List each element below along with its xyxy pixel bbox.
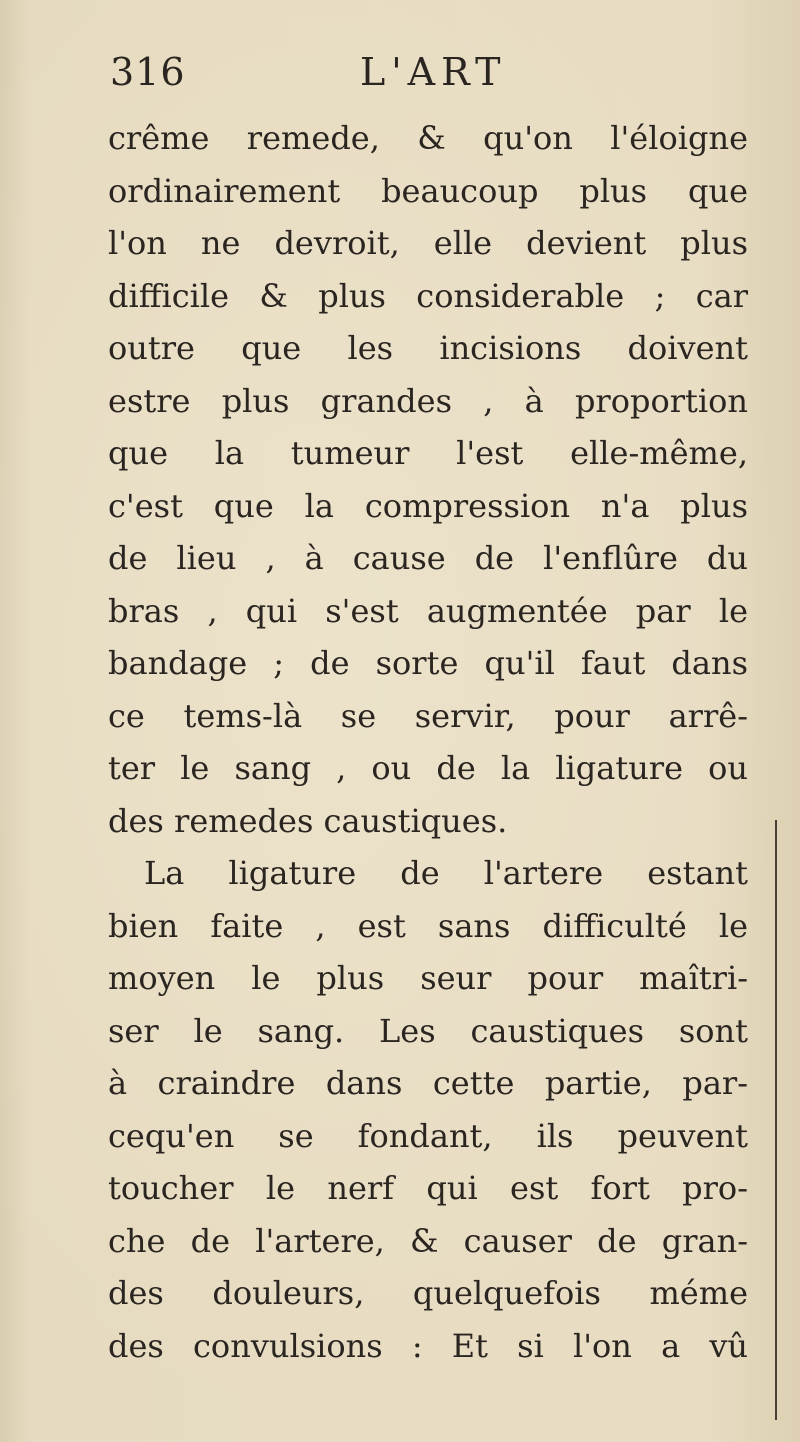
- body-text: [108, 112, 748, 1372]
- page-edge-shadow: [775, 820, 777, 1420]
- text-line: toucher le nerf qui est fort pro-: [108, 1169, 748, 1207]
- running-head: L'ART: [360, 50, 507, 94]
- text-line: crême remede, & qu'on l'éloigne: [108, 119, 748, 157]
- text-line: che de l'artere, & causer de gran-: [108, 1221, 748, 1260]
- text-line: bandage ; de sorte qu'il faut dans: [108, 644, 748, 682]
- text-line: ter le sang , ou de la ligature ou: [108, 749, 748, 787]
- text-line: de lieu , à cause de l'enflûre du: [108, 539, 748, 577]
- page-header: [110, 50, 750, 110]
- text-line: ordinairement beaucoup plus que: [108, 171, 748, 210]
- text-line: que la tumeur l'est elle-même,: [108, 434, 748, 472]
- page-number: 316: [110, 50, 186, 94]
- text-line: outre que les incisions doivent: [108, 329, 748, 367]
- text-line: cequ'en se fondant, ils peuvent: [108, 1116, 748, 1155]
- text-line: l'on ne devroit, elle devient plus: [108, 224, 748, 262]
- text-line: moyen le plus seur pour maîtri-: [108, 959, 748, 997]
- text-line: des convulsions : Et si l'on a vû: [108, 1326, 748, 1365]
- text-line: difficile & plus considerable ; car: [108, 276, 748, 315]
- text-line: ce tems-là se servir, pour arrê-: [108, 696, 748, 735]
- text-line: estre plus grandes , à proportion: [108, 381, 748, 420]
- text-line: c'est que la compression n'a plus: [108, 486, 748, 525]
- text-line: à craindre dans cette partie, par-: [108, 1064, 748, 1102]
- text-line-paragraph-start: La ligature de l'artere estant: [144, 854, 748, 892]
- text-line: ser le sang. Les caustiques sont: [108, 1011, 748, 1050]
- text-line-paragraph-end: des remedes caustiques.: [108, 801, 508, 840]
- text-line: des douleurs, quelquefois méme: [108, 1274, 748, 1312]
- text-line: bras , qui s'est augmentée par le: [108, 591, 748, 630]
- text-line: bien faite , est sans difficulté le: [108, 906, 748, 945]
